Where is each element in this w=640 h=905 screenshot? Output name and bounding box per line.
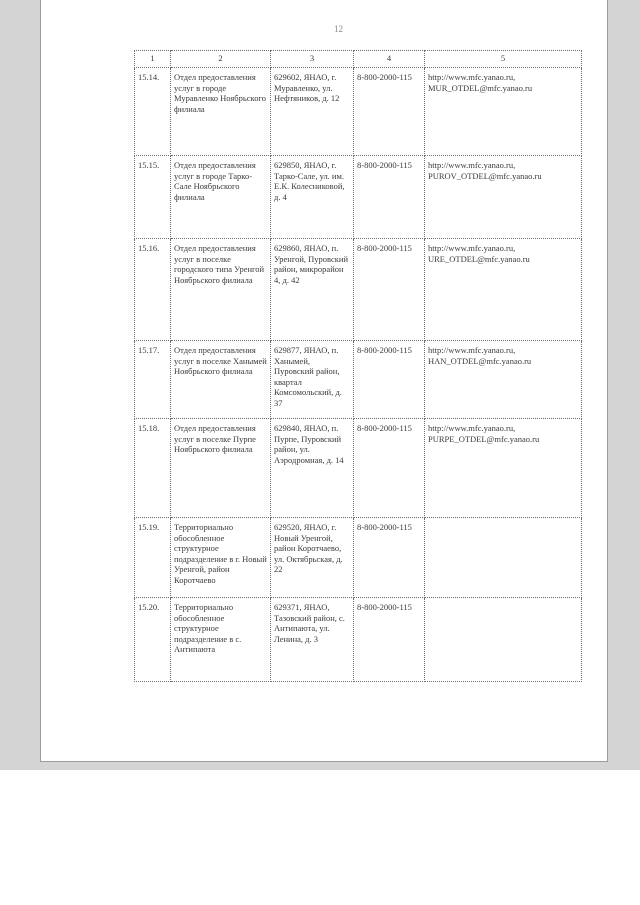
address-cell-text: 629602, ЯНАО, г. Муравленко, ул. Нефтяников, д. 12 [274,72,340,104]
row-number-cell [135,419,171,518]
office-name-cell-text: Отдел предоставления услуг в поселке городского типа Уренгой Ноябрьского филиала [174,243,265,285]
address-cell [271,68,354,156]
phone-cell [354,68,425,156]
office-name-cell-text: Территориально обособленное структурное подразделение в г. Новый Уренгой, район Коротчаево [174,522,267,585]
contacts-cell [425,156,582,239]
phone-cell-text: 8-800-2000-115 [357,160,412,170]
page-number: 12 [334,24,343,34]
office-name-cell-text: Отдел предоставления услуг в поселке Ханымей Ноябрьского филиала [174,345,267,377]
website-link[interactable]: http://www.mfc.yanao.ru, [428,160,516,170]
address-cell-text: 629371, ЯНАО, Тазовский район, с. Антипаюта, ул. Ленина, д. 3 [274,602,345,644]
row-number-cell-text: 15.20. [138,602,160,612]
row-number-cell-text: 15.14. [138,72,160,82]
column-header: 1 [135,51,171,68]
row-number-cell-text: 15.15. [138,160,160,170]
contacts-cell [425,518,582,598]
email-link[interactable]: MUR_OTDEL@mfc.yanao.ru [428,82,533,93]
phone-cell-text: 8-800-2000-115 [357,345,412,355]
address-cell-text: 629860, ЯНАО, п. Уренгой, Пуровский район, микрорайон 4, д. 42 [274,243,349,285]
office-name-cell [171,341,271,419]
website-link[interactable]: http://www.mfc.yanao.ru, [428,243,516,253]
table-row [135,68,582,156]
email-link[interactable]: PURPE_OTDEL@mfc.yanao.ru [428,433,540,444]
table-header-row [135,51,582,68]
website-link[interactable]: http://www.mfc.yanao.ru, [428,72,516,82]
office-name-cell-text: Территориально обособленное структурное подразделение в с. Антипаюта [174,602,242,655]
email-link[interactable]: PUROV_OTDEL@mfc.yanao.ru [428,170,542,181]
address-cell [271,239,354,341]
office-name-cell-text: Отдел предоставления услуг в поселке Пурпе Ноябрьского филиала [174,423,256,455]
table-row [135,518,582,598]
phone-cell [354,419,425,518]
office-name-cell [171,419,271,518]
email-link[interactable]: URE_OTDEL@mfc.yanao.ru [428,253,530,264]
office-name-cell [171,518,271,598]
phone-cell [354,239,425,341]
email-link[interactable]: HAN_OTDEL@mfc.yanao.ru [428,355,532,366]
contacts-cell [425,419,582,518]
address-cell [271,598,354,682]
phone-cell-text: 8-800-2000-115 [357,72,412,82]
table-row [135,419,582,518]
contacts-cell [425,239,582,341]
address-cell [271,419,354,518]
row-number-cell [135,156,171,239]
table-row [135,341,582,419]
column-header: 5 [425,51,582,68]
row-number-cell [135,598,171,682]
table-row [135,156,582,239]
phone-cell-text: 8-800-2000-115 [357,522,412,532]
address-cell-text: 629840, ЯНАО, п. Пурпе, Пуровский район, ул. Аэродромная, д. 14 [274,423,344,465]
website-link[interactable]: http://www.mfc.yanao.ru, [428,345,516,355]
phone-cell-text: 8-800-2000-115 [357,243,412,253]
row-number-cell [135,68,171,156]
address-cell-text: 629520, ЯНАО, г. Новый Уренгой, район Коротчаево, ул. Октябрьская, д. 22 [274,522,343,575]
office-name-cell [171,598,271,682]
phone-cell-text: 8-800-2000-115 [357,423,412,433]
phone-cell-text: 8-800-2000-115 [357,602,412,612]
office-name-cell [171,239,271,341]
contacts-cell [425,598,582,682]
phone-cell [354,156,425,239]
address-cell [271,156,354,239]
address-cell [271,341,354,419]
row-number-cell [135,341,171,419]
office-name-cell [171,156,271,239]
office-name-cell-text: Отдел предоставления услуг в городе Муравленко Ноябрьского филиала [174,72,266,114]
row-number-cell-text: 15.16. [138,243,160,253]
office-name-cell [171,68,271,156]
column-header: 2 [171,51,271,68]
phone-cell [354,341,425,419]
row-number-cell [135,239,171,341]
contacts-cell [425,341,582,419]
table-row [135,598,582,682]
table-row [135,239,582,341]
offices-table [134,50,582,682]
row-number-cell [135,518,171,598]
contacts-cell [425,68,582,156]
row-number-cell-text: 15.18. [138,423,160,433]
phone-cell [354,518,425,598]
column-header: 4 [354,51,425,68]
address-cell-text: 629850, ЯНАО, г. Тарко-Сале, ул. им. Е.К. Колесниковой, д. 4 [274,160,345,202]
column-header: 3 [271,51,354,68]
website-link[interactable]: http://www.mfc.yanao.ru, [428,423,516,433]
address-cell [271,518,354,598]
row-number-cell-text: 15.19. [138,522,160,532]
office-name-cell-text: Отдел предоставления услуг в городе Тарко-Сале Ноябрьского филиала [174,160,256,202]
row-number-cell-text: 15.17. [138,345,160,355]
address-cell-text: 629877, ЯНАО, п. Ханымей, Пуровский район, квартал Комсомольский, д. 37 [274,345,342,408]
phone-cell [354,598,425,682]
